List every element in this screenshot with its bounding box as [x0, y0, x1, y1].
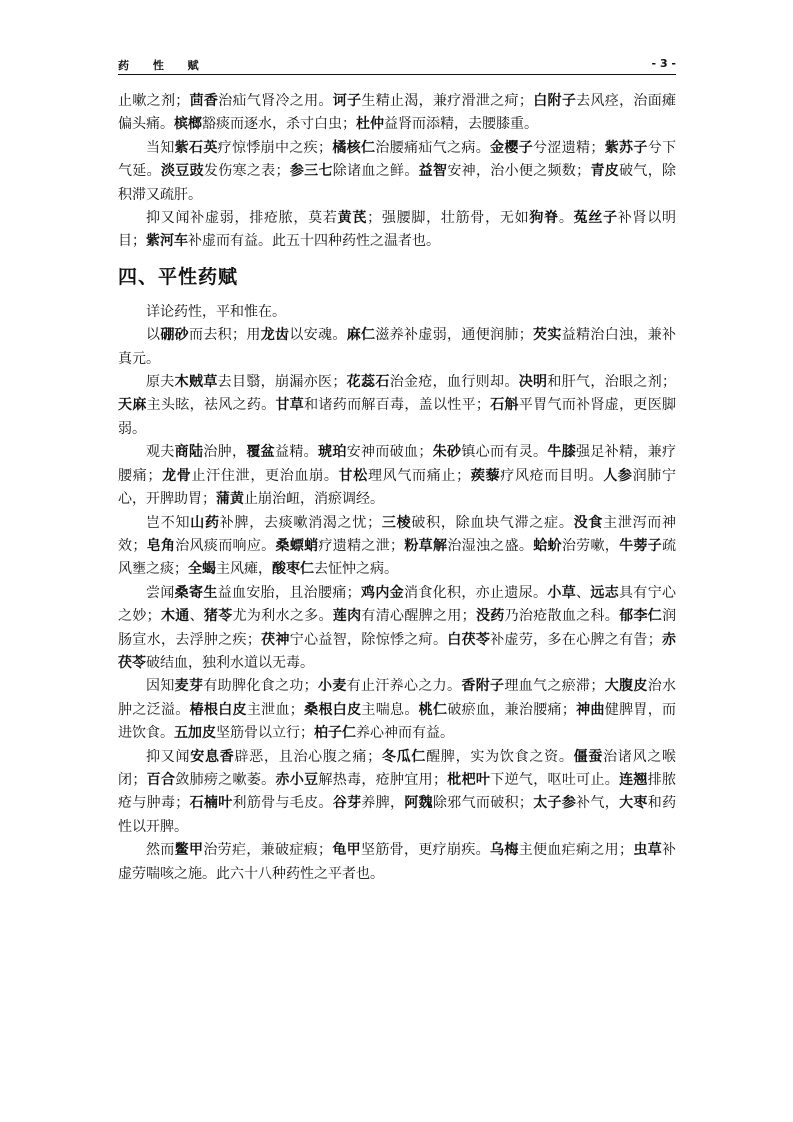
herb-name: 益智 [418, 163, 448, 180]
herb-name: 狗脊 [529, 210, 559, 227]
text-run: 补肾以明目； [118, 210, 677, 250]
herb-name: 硼砂 [160, 327, 190, 344]
paragraph [118, 207, 676, 254]
document-body [118, 90, 676, 886]
text-run: 豁痰而逐水，杀寸白虫； [202, 116, 356, 133]
text-run: 补虚而有益。此五十四种药性之温者也。 [188, 233, 440, 250]
text-run: 以 [146, 327, 161, 344]
text-run: 破气，除积滞又疏肝。 [118, 163, 677, 203]
herb-name: 甘松 [338, 467, 368, 484]
herb-name: 商陆 [174, 444, 204, 461]
text-run: 益肾而添精，去腰膝重。 [384, 116, 538, 133]
text-run: 有止汗养心之力。 [346, 678, 462, 695]
herb-name: 小麦 [317, 678, 347, 695]
herb-name: 紫石英 [174, 139, 218, 156]
text-run: 主喘息。 [361, 701, 419, 718]
text-run: 有清心醒脾之用； [361, 608, 476, 625]
text-run: 补虚劳，多在心脾之有眚； [490, 631, 662, 648]
text-run: 消食化积，亦止遗尿。 [404, 584, 548, 601]
text-run: 以安魂。 [289, 327, 347, 344]
herb-name: 郁李仁 [619, 608, 663, 625]
text-run: 去目翳，崩漏亦医； [217, 374, 347, 391]
paragraph [118, 137, 676, 207]
herb-name: 没食 [573, 514, 604, 531]
herb-name: 桑根白皮 [303, 701, 362, 718]
herb-name: 椿根白皮 [189, 701, 247, 718]
text-run: 主便血疟痢之用； [518, 842, 634, 859]
herb-name: 全蝎 [188, 561, 216, 578]
text-run: 益精。 [275, 444, 319, 461]
text-run: 治风痰而响应。 [175, 537, 276, 554]
herb-name: 赤小豆 [275, 771, 319, 788]
text-run: 治劳嗽， [561, 537, 620, 554]
text-run: 润肠宣水，去浮肿之疾； [118, 608, 677, 648]
text-run: 。 [558, 210, 574, 227]
text-run: 镇心而有灵。 [461, 444, 548, 461]
herb-name: 人参 [603, 467, 633, 484]
text-run: 当知 [146, 139, 175, 156]
text-run: 和肝气，治眼之剂； [547, 374, 677, 391]
herb-name: 石斛 [489, 397, 519, 414]
section-title: 四、平性药赋 [118, 265, 239, 288]
text-run: 然而 [146, 842, 175, 859]
text-run: 止嗽之剂； [118, 93, 190, 109]
text-run: 乃治疮散血之科。 [504, 608, 620, 625]
text-run: 治金疮，血行则却。 [389, 374, 519, 391]
text-run: 安神而破血； [346, 444, 433, 461]
herb-name: 朱砂 [432, 444, 462, 461]
herb-name: 白茯苓 [447, 631, 491, 648]
text-run: 养心神而有益。 [356, 725, 454, 742]
herb-name: 皂角 [146, 537, 176, 554]
herb-name: 安息香 [190, 748, 235, 765]
text-run: 疏风壅之痰； [118, 537, 677, 578]
herb-name: 金樱子 [490, 139, 534, 156]
text-run: 和诸药而解百毒，盖以性平； [304, 397, 490, 414]
herb-name: 香附子 [461, 678, 505, 695]
running-title: 药 性 赋 [118, 59, 209, 72]
herb-name: 蒲黄 [216, 491, 244, 508]
text-run: 止崩治衄，消瘀调经。 [244, 491, 384, 508]
text-run: 抑又闻补虚弱，排疮脓，莫若 [146, 210, 338, 227]
herb-name: 远志 [590, 584, 620, 601]
herb-name: 连翘 [619, 771, 648, 788]
text-run: 平胃气而补肾虚，更医脚弱。 [118, 397, 677, 437]
herb-name: 牛膝 [547, 444, 577, 461]
text-run: 疗惊悸崩中之疾； [217, 139, 333, 156]
herb-name: 花蕊石 [346, 374, 390, 391]
herb-name: 琥珀 [318, 444, 347, 461]
text-run: 主头眩，祛风之药。 [146, 397, 276, 414]
text-run: 治腰痛疝气之病。 [375, 139, 491, 156]
text-run: 止汗住泄，更治血崩。 [191, 467, 339, 484]
text-run: 辟恶，且治心腹之痛； [234, 748, 382, 765]
paragraph [118, 675, 676, 745]
herb-name: 乌梅 [490, 842, 519, 859]
text-run: 而去积；用 [189, 327, 261, 344]
herb-name: 鳖甲 [174, 842, 204, 859]
herb-name: 蛤蚧 [533, 537, 562, 554]
paragraph [118, 371, 676, 441]
herb-name: 紫苏子 [604, 139, 648, 156]
text-run: 养脾， [361, 795, 405, 812]
text-run: 治肿， [203, 444, 247, 461]
herb-name: 百合 [146, 771, 176, 788]
text-run: 安神，治小便之频数； [447, 163, 591, 180]
herb-name: 赤茯苓 [118, 631, 677, 671]
page-header [118, 56, 676, 75]
herb-name: 紫河车 [146, 233, 188, 250]
herb-name: 天麻 [118, 397, 147, 414]
paragraph [118, 90, 676, 137]
text-run: 兮下气延。 [118, 139, 677, 180]
text-run: 疗风疮而目明。 [500, 467, 604, 484]
text-run: 敛肺痨之嗽萎。 [175, 771, 276, 788]
text-run: 主风瘫， [216, 561, 272, 578]
text-run: 治诸风之喉闭； [118, 748, 677, 788]
text-run: 、 [189, 608, 204, 625]
text-run: 尝闻 [146, 584, 175, 601]
text-run: 有助脾化食之功； [203, 678, 318, 695]
text-run: 主泄血； [246, 701, 304, 718]
text-run: 滋养补虚弱，通便润肺； [375, 327, 533, 344]
text-run: 详论药性，平和惟在。 [146, 303, 286, 320]
paragraph [118, 746, 676, 840]
herb-name: 三棱 [381, 514, 412, 531]
text-run: 理风气而痛止； [367, 467, 471, 484]
herb-name: 决明 [518, 374, 548, 391]
text-run: 治疝气肾冷之用。 [218, 93, 333, 109]
paragraph [118, 441, 676, 511]
herb-name: 大腹皮 [604, 678, 648, 695]
herb-name: 诃子 [332, 93, 362, 109]
herb-name: 僵蚕 [573, 748, 604, 765]
paragraph [118, 839, 676, 886]
herb-name: 麻仁 [346, 327, 376, 344]
herb-name: 酸枣仁 [272, 561, 314, 578]
text-run: 治劳疟，兼破症瘕； [203, 842, 333, 859]
text-run: 坚筋骨，更疗崩疾。 [361, 842, 491, 859]
paragraph [118, 324, 676, 371]
herb-name: 杜仲 [356, 116, 384, 133]
herb-name: 阿魏 [404, 795, 433, 812]
herb-name: 太子参 [532, 795, 577, 812]
herb-name: 小草 [547, 584, 577, 601]
herb-name: 芡实 [532, 327, 562, 344]
herb-name: 枇杷叶 [446, 771, 491, 788]
text-run: 因知 [146, 678, 175, 695]
text-run: 观夫 [146, 444, 175, 461]
herb-name: 冬瓜仁 [381, 748, 427, 765]
paragraph [118, 512, 676, 582]
herb-name: 没药 [475, 608, 505, 625]
herb-name: 白附子 [532, 93, 577, 109]
herb-name: 菟丝子 [573, 210, 618, 227]
text-run: 具有宁心之妙； [118, 584, 677, 625]
text-run: 下逆气，呕吐可止。 [490, 771, 620, 788]
herb-name: 猪苓 [203, 608, 233, 625]
text-run: 、 [576, 584, 591, 601]
herb-name: 五加皮 [174, 725, 216, 742]
herb-name: 桃仁 [418, 701, 448, 718]
text-run: 发伤寒之表； [203, 163, 290, 180]
text-run: 补气， [576, 795, 620, 812]
herb-name: 虫草 [633, 842, 663, 859]
herb-name: 莲肉 [332, 608, 362, 625]
text-run: 疗遗精之泄； [318, 537, 405, 554]
text-run: 益血安胎，且治腰痛； [217, 584, 361, 601]
herb-name: 龟甲 [332, 842, 362, 859]
text-run: 排脓疮与肿毒； [118, 771, 677, 812]
text-run: 去风痉，治面瘫偏头痛。 [118, 93, 677, 133]
herb-name: 石楠叶 [189, 795, 233, 812]
paragraph [118, 301, 676, 324]
paragraphs-before-section [118, 90, 676, 254]
herb-name: 神曲 [575, 701, 605, 718]
herb-name: 柏子仁 [314, 725, 356, 742]
text-run: 醒脾，实为饮食之资。 [426, 748, 574, 765]
herb-name: 鸡内金 [360, 584, 405, 601]
herb-name: 桑寄生 [174, 584, 218, 601]
text-run: 利筋骨与毛皮。 [232, 795, 333, 812]
herb-name: 麦芽 [174, 678, 204, 695]
text-run: 抑又闻 [146, 748, 191, 765]
text-run: 生精止渴，兼疗滑泄之疴； [361, 93, 533, 109]
herb-name: 桑螵蛸 [275, 537, 319, 554]
text-run: 补虚劳喘咳之施。此六十八种药性之平者也。 [118, 842, 677, 882]
herb-name: 龙骨 [161, 467, 192, 484]
text-run: 兮涩遗精； [533, 139, 605, 156]
text-run: 治湿浊之盛。 [447, 537, 534, 554]
text-run: 除邪气而破积； [432, 795, 533, 812]
herb-name: 参三七 [289, 163, 333, 180]
text-run: 理血气之瘀滞； [504, 678, 605, 695]
text-run: 健脾胃，而进饮食。 [118, 701, 677, 742]
herb-name: 甘草 [275, 397, 305, 414]
herb-name: 覆盆 [246, 444, 276, 461]
herb-name: 粉草解 [404, 537, 448, 554]
text-run: 润肺宁心，开脾助胃； [118, 467, 677, 508]
text-run: 和药性以开脾。 [118, 795, 677, 835]
text-run: ；强腰脚，壮筋骨，无如 [367, 210, 530, 227]
herb-name: 蒺藜 [470, 467, 501, 484]
paragraph [118, 582, 676, 676]
text-run: 坚筋骨以立行； [216, 725, 314, 742]
herb-name: 淡豆豉 [160, 163, 204, 180]
herb-name: 山药 [190, 514, 220, 531]
text-run: 原夫 [146, 374, 175, 391]
herb-name: 茴香 [189, 93, 219, 109]
herb-name: 木通 [160, 608, 190, 625]
herb-name: 木贼草 [174, 374, 218, 391]
herb-name: 茯神 [260, 631, 290, 648]
text-run: 破积，除血块气滞之症。 [411, 514, 574, 531]
text-run: 尤为利水之多。 [232, 608, 333, 625]
herb-name: 谷芽 [332, 795, 362, 812]
text-run: 治水肿之泛溢。 [118, 678, 677, 718]
herb-name: 牛蒡子 [619, 537, 663, 554]
text-run: 宁心益智，除惊悸之疴。 [289, 631, 448, 648]
herb-name: 橘核仁 [332, 139, 376, 156]
herb-name: 龙齿 [260, 327, 290, 344]
text-run: 除诸血之鲜。 [332, 163, 419, 180]
herb-name: 黄芪 [337, 210, 368, 227]
paragraphs-after-section [118, 301, 676, 886]
text-run: 解热毒，疮肿宜用； [318, 771, 447, 788]
page-number: - 3 - [651, 57, 676, 70]
herb-name: 大枣 [619, 795, 648, 812]
herb-name: 槟榔 [174, 116, 202, 133]
text-run: 益精治白浊，兼补真元。 [118, 327, 677, 367]
text-run: 破瘀血，兼治腰痛； [447, 701, 576, 718]
text-run: 强足补精，兼疗腰痛； [118, 444, 677, 484]
text-run: 去怔忡之病。 [314, 561, 398, 578]
herb-name: 青皮 [590, 163, 620, 180]
text-run: 岂不知 [146, 514, 191, 531]
text-run: 主泄泻而神效； [118, 514, 677, 554]
text-run: 破结血，独利水道以无毒。 [146, 654, 314, 671]
text-run: 补脾，去痰嗽消渴之忧； [219, 514, 382, 531]
